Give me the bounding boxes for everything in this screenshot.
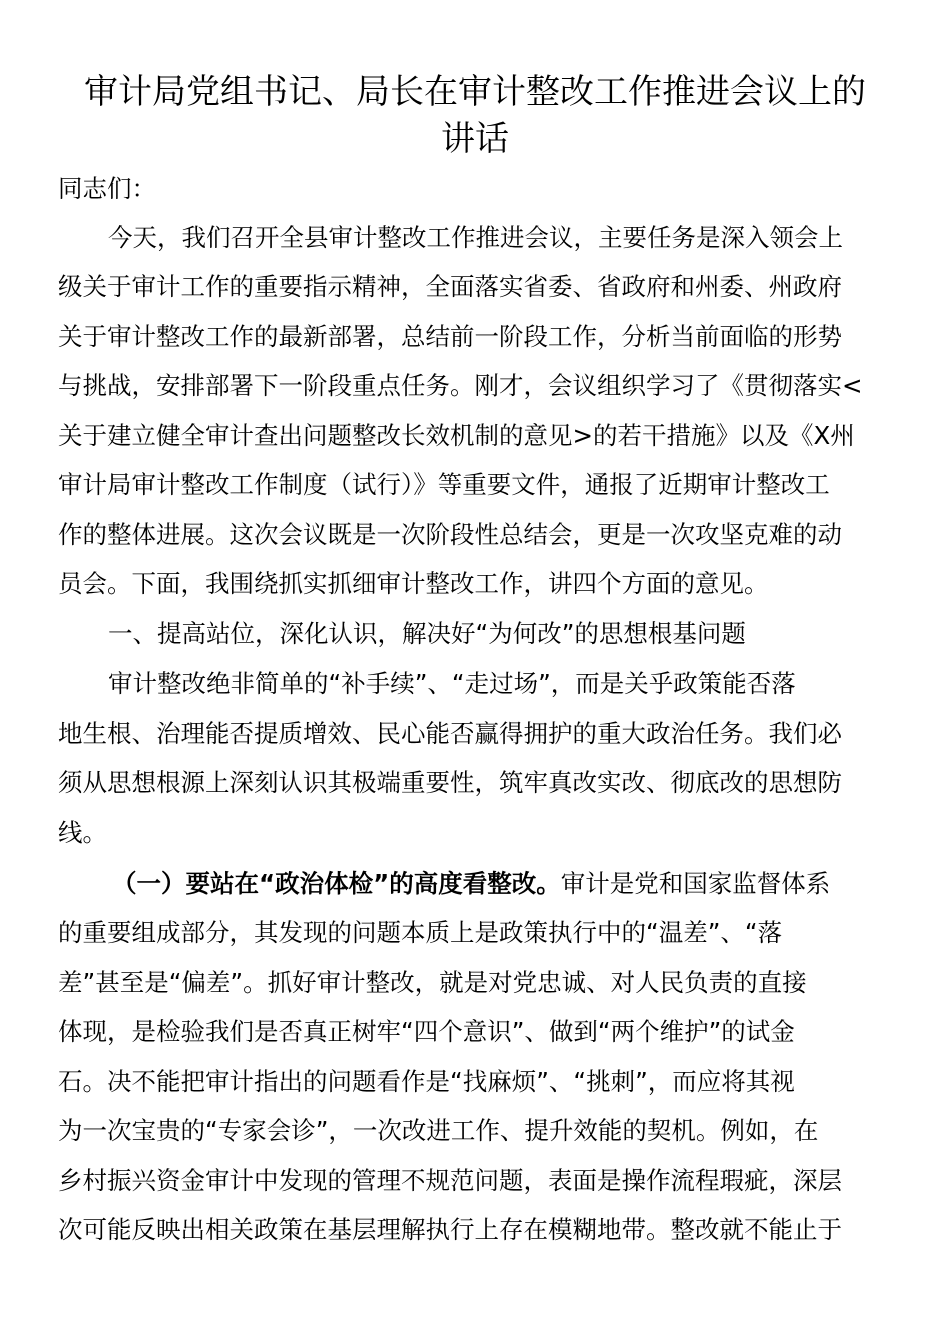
- title-line-2: 讲话: [441, 119, 509, 159]
- paragraph-line: 为一次宝贵的“专家会诊”，一次改进工作、提升效能的契机。例如，在: [58, 1116, 819, 1145]
- paragraph-line: 审计整改绝非简单的“补手续”、“走过场”，而是关乎政策能否落: [108, 669, 796, 698]
- paragraph-line: 今天，我们召开全县审计整改工作推进会议，主要任务是深入领会上: [108, 223, 843, 252]
- paragraph-line: 作的整体进展。这次会议既是一次阶段性总结会，更是一次攻坚克难的动: [58, 520, 842, 549]
- paragraph-line: 乡村振兴资金审计中发现的管理不规范问题，表面是操作流程瑕疵，深层: [58, 1166, 842, 1195]
- paragraph-line: 员会。下面，我围绕抓实抓细审计整改工作，讲四个方面的意见。: [58, 569, 769, 598]
- title-line-1: 审计局党组书记、局长在审计整改工作推进会议上的: [84, 72, 866, 112]
- paragraph-line: 地生根、治理能否提质增效、民心能否赢得拥护的重大政治任务。我们必: [58, 719, 842, 748]
- paragraph-line: 体现，是检验我们是否真正树牢“四个意识”、做到“两个维护”的试金: [58, 1017, 795, 1046]
- paragraph-line: 级关于审计工作的重要指示精神，全面落实省委、省政府和州委、州政府: [58, 272, 842, 301]
- subsection-text: 审计是党和国家监督体系: [560, 869, 831, 898]
- subsection-heading: （一）要站在“政治体检”的高度看整改。: [112, 869, 561, 898]
- paragraph-line: 石。决不能把审计指出的问题看作是“找麻烦”、“挑刺”，而应将其视: [58, 1067, 795, 1096]
- paragraph-line: 线。: [58, 818, 107, 847]
- paragraph-line: 的重要组成部分，其发现的问题本质上是政策执行中的“温差”、“落: [58, 918, 783, 947]
- paragraph-line: 审计局审计整改工作制度（试行）》等重要文件，通报了近期审计整改工: [58, 470, 830, 499]
- paragraph-line: 差”甚至是“偏差”。抓好审计整改，就是对党忠诚、对人民负责的直接: [58, 968, 807, 997]
- paragraph-line: 与挑战，安排部署下一阶段重点任务。刚才，会议组织学习了《贯彻落实<: [58, 371, 863, 400]
- paragraph-line: 次可能反映出相关政策在基层理解执行上存在模糊地带。整改就不能止于: [58, 1215, 842, 1244]
- paragraph-line: 须从思想根源上深刻认识其极端重要性，筑牢真改实改、彻底改的思想防: [58, 768, 842, 797]
- salutation: 同志们：: [58, 174, 156, 203]
- section-heading: 一、提高站位，深化认识，解决好“为何改”的思想根基问题: [108, 619, 746, 648]
- paragraph-line: 关于建立健全审计查出问题整改长效机制的意见>的若干措施》以及《X州: [58, 421, 855, 450]
- subsection-line: [112, 869, 830, 899]
- paragraph-line: 关于审计整改工作的最新部署，总结前一阶段工作，分析当前面临的形势: [58, 322, 842, 351]
